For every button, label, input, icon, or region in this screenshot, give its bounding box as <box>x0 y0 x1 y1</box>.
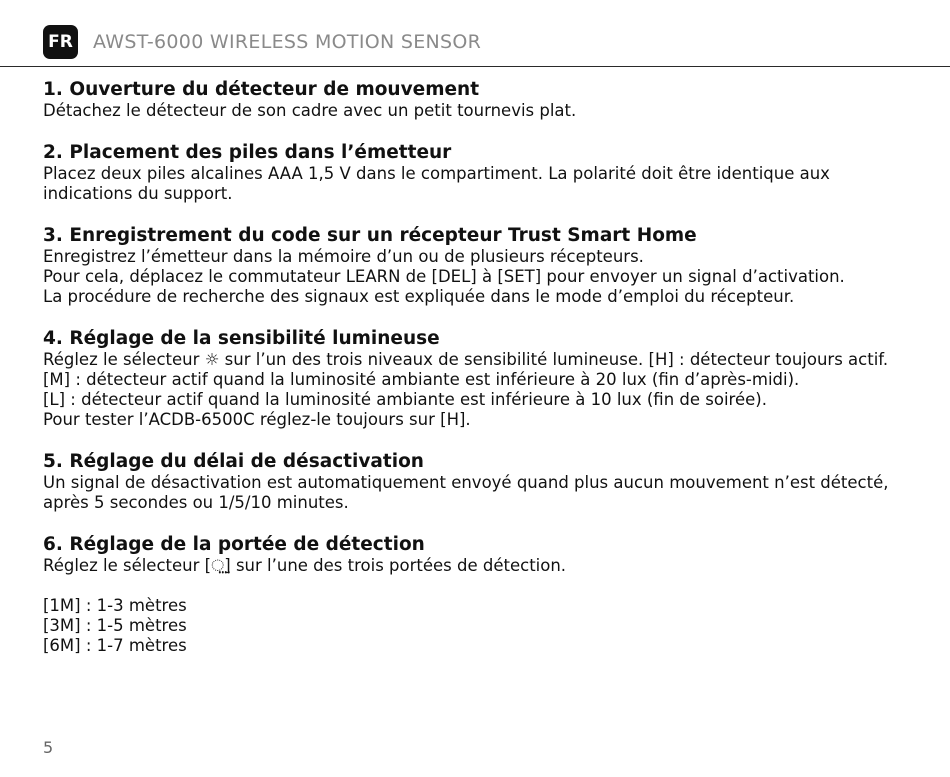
section-batteries <box>43 142 923 204</box>
section-text: La procédure de recherche des signaux est expliquée dans le mode d’emploi du récepteur. <box>43 287 795 306</box>
section-text: Réglez le sélecteur ☼ sur l’un des trois niveaux de sensibilité lumineuse. [H] : détecteur toujours actif. <box>43 350 889 369</box>
section-deactivation-delay <box>43 451 923 513</box>
spacer <box>43 576 923 596</box>
range-option: [1M] : 1-3 mètres <box>43 596 187 615</box>
section-text: indications du support. <box>43 184 233 203</box>
section-heading: 4. Réglage de la sensibilité lumineuse <box>43 328 440 349</box>
section-light-sensitivity <box>43 328 923 430</box>
section-text: Pour tester l’ACDB-6500C réglez-le toujours sur [H]. <box>43 410 471 429</box>
section-heading: 2. Placement des piles dans l’émetteur <box>43 142 452 163</box>
section-text: Enregistrez l’émetteur dans la mémoire d’un ou de plusieurs récepteurs. <box>43 247 644 266</box>
language-badge: FR <box>43 25 78 59</box>
section-text: après 5 secondes ou 1/5/10 minutes. <box>43 493 349 512</box>
section-heading: 1. Ouverture du détecteur de mouvement <box>43 79 480 100</box>
page-number: 5 <box>43 738 54 757</box>
section-code-registration <box>43 225 923 307</box>
section-text: Pour cela, déplacez le commutateur LEARN de [DEL] à [SET] pour envoyer un signal d’activation. <box>43 267 845 286</box>
section-text: Placez deux piles alcalines AAA 1,5 V dans le compartiment. La polarité doit être identique aux <box>43 164 830 183</box>
section-detection-range <box>43 534 923 656</box>
section-text: Un signal de désactivation est automatiquement envoyé quand plus aucun mouvement n’est détecté, <box>43 473 889 492</box>
range-option: [3M] : 1-5 mètres <box>43 616 187 635</box>
section-heading: 3. Enregistrement du code sur un récepteur Trust Smart Home <box>43 225 697 246</box>
section-opening <box>43 79 923 121</box>
section-text: [M] : détecteur actif quand la luminosité ambiante est inférieure à 20 lux (fin d’après-midi). <box>43 370 800 389</box>
manual-content <box>43 79 923 677</box>
section-text: Détachez le détecteur de son cadre avec un petit tournevis plat. <box>43 101 577 120</box>
section-text: [L] : détecteur actif quand la luminosité ambiante est inférieure à 10 lux (fin de soirée). <box>43 390 767 409</box>
section-heading: 6. Réglage de la portée de détection <box>43 534 425 555</box>
page-header <box>0 0 950 67</box>
section-heading: 5. Réglage du délai de désactivation <box>43 451 424 472</box>
section-text: Réglez le sélecteur [⵿] sur l’une des trois portées de détection. <box>43 556 567 575</box>
range-option: [6M] : 1-7 mètres <box>43 636 187 655</box>
document-title: AWST-6000 WIRELESS MOTION SENSOR <box>93 31 482 53</box>
